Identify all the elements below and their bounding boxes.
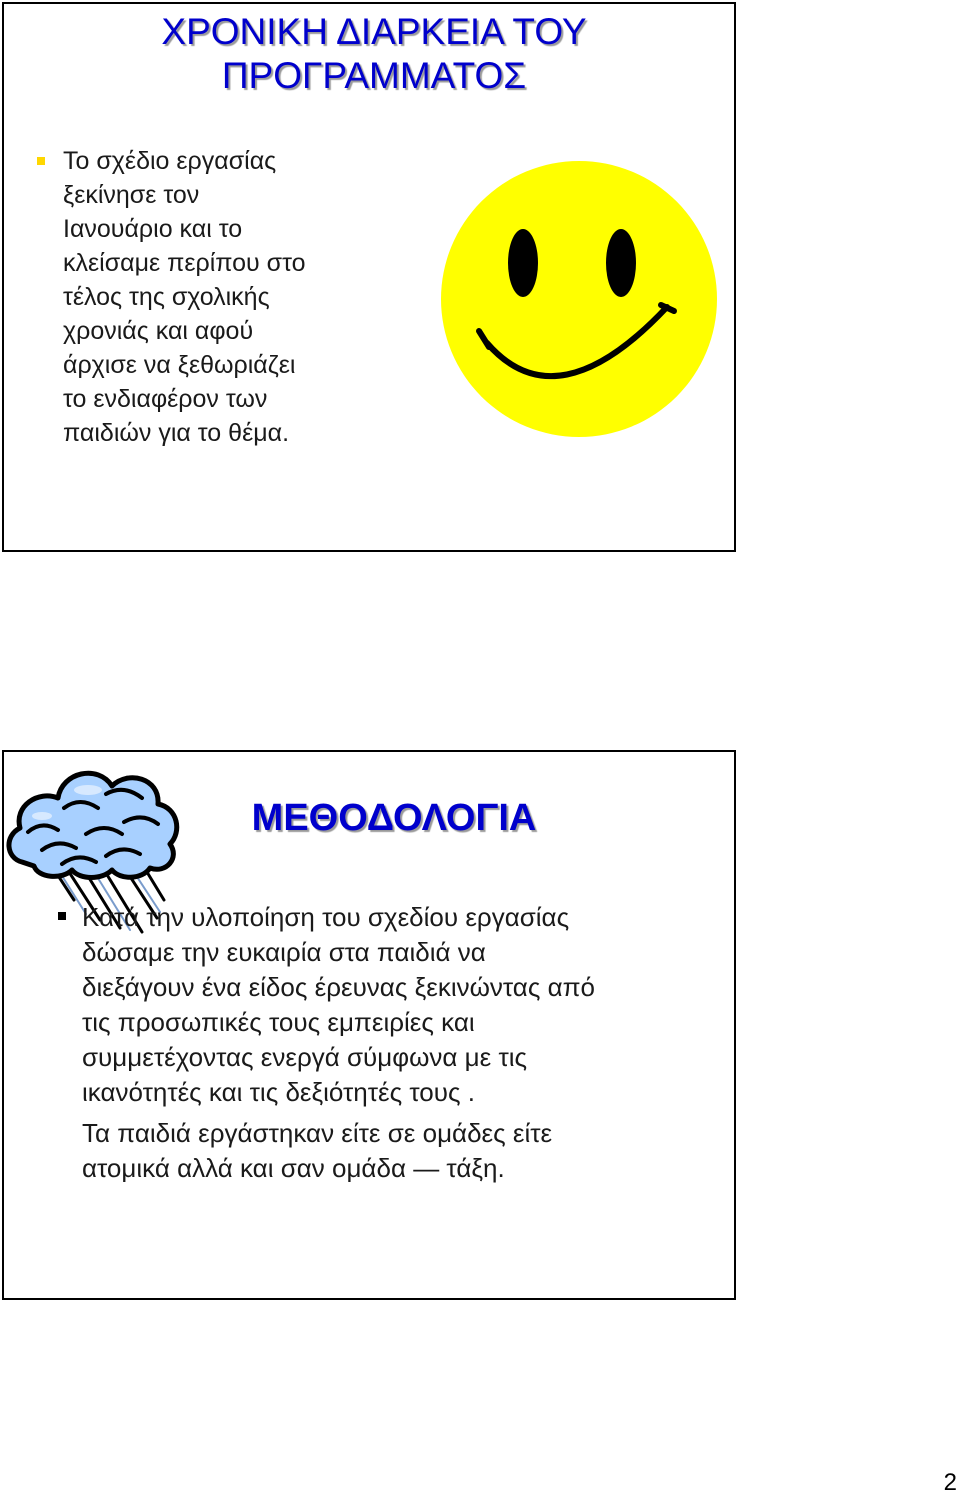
text-line: συμμετέχοντας ενεργά σύμφωνα με τις [82,1042,528,1072]
body-text [82,900,722,1186]
title-line-1: ΧΡΟΝΙΚΗ ΔΙΑΡΚΕΙΑ ΤΟΥ [161,11,587,52]
slide-title [44,10,704,99]
slide-title: ΜΕΘΟΔΟΛΟΓΙΑ [251,797,537,839]
text-line: το ενδιαφέρον των [63,385,268,413]
text-line: ικανότητές και τις δεξιότητές τους . [82,1077,475,1107]
text-line: τις προσωπικές τους εμπειρίες και [82,1007,475,1037]
text-line: δώσαμε την ευκαιρία στα παιδιά να [82,937,486,967]
text-line: παιδιών για το θέμα. [63,419,290,447]
bullet-marker [58,912,66,920]
text-line: διεξάγουν ένα είδος έρευνας ξεκινώντας από [82,972,596,1002]
slide-methodology [2,750,736,1300]
text-line: Το σχέδιο εργασίας [63,147,277,175]
page-number: 2 [943,1469,957,1496]
paragraph-1 [82,900,722,1110]
text-line: τέλος της σχολικής [63,283,270,311]
slide-program-duration [2,2,736,552]
text-line: κλείσαμε περίπου στο [63,249,306,277]
bullet-text [63,144,393,450]
text-line: Κατά την υλοποίηση του σχεδίου εργασίας [82,902,570,932]
text-line: Ιανουάριο και το [63,215,243,243]
bullet-marker [37,157,45,165]
text-line: ατομικά αλλά και σαν ομάδα — τάξη. [82,1153,505,1183]
paragraph-2 [82,1116,722,1186]
text-line: άρχισε να ξεθωριάζει [63,351,296,379]
text-line: Τα παιδιά εργάστηκαν είτε σε ομάδες είτε [82,1118,553,1148]
text-line: ξεκίνησε τον [63,181,200,209]
title-line-2: ΠΡΟΓΡΑΜΜΑΤΟΣ [221,55,527,97]
smiley-face-icon [439,159,719,439]
text-line: χρονιάς και αφού [63,317,254,345]
